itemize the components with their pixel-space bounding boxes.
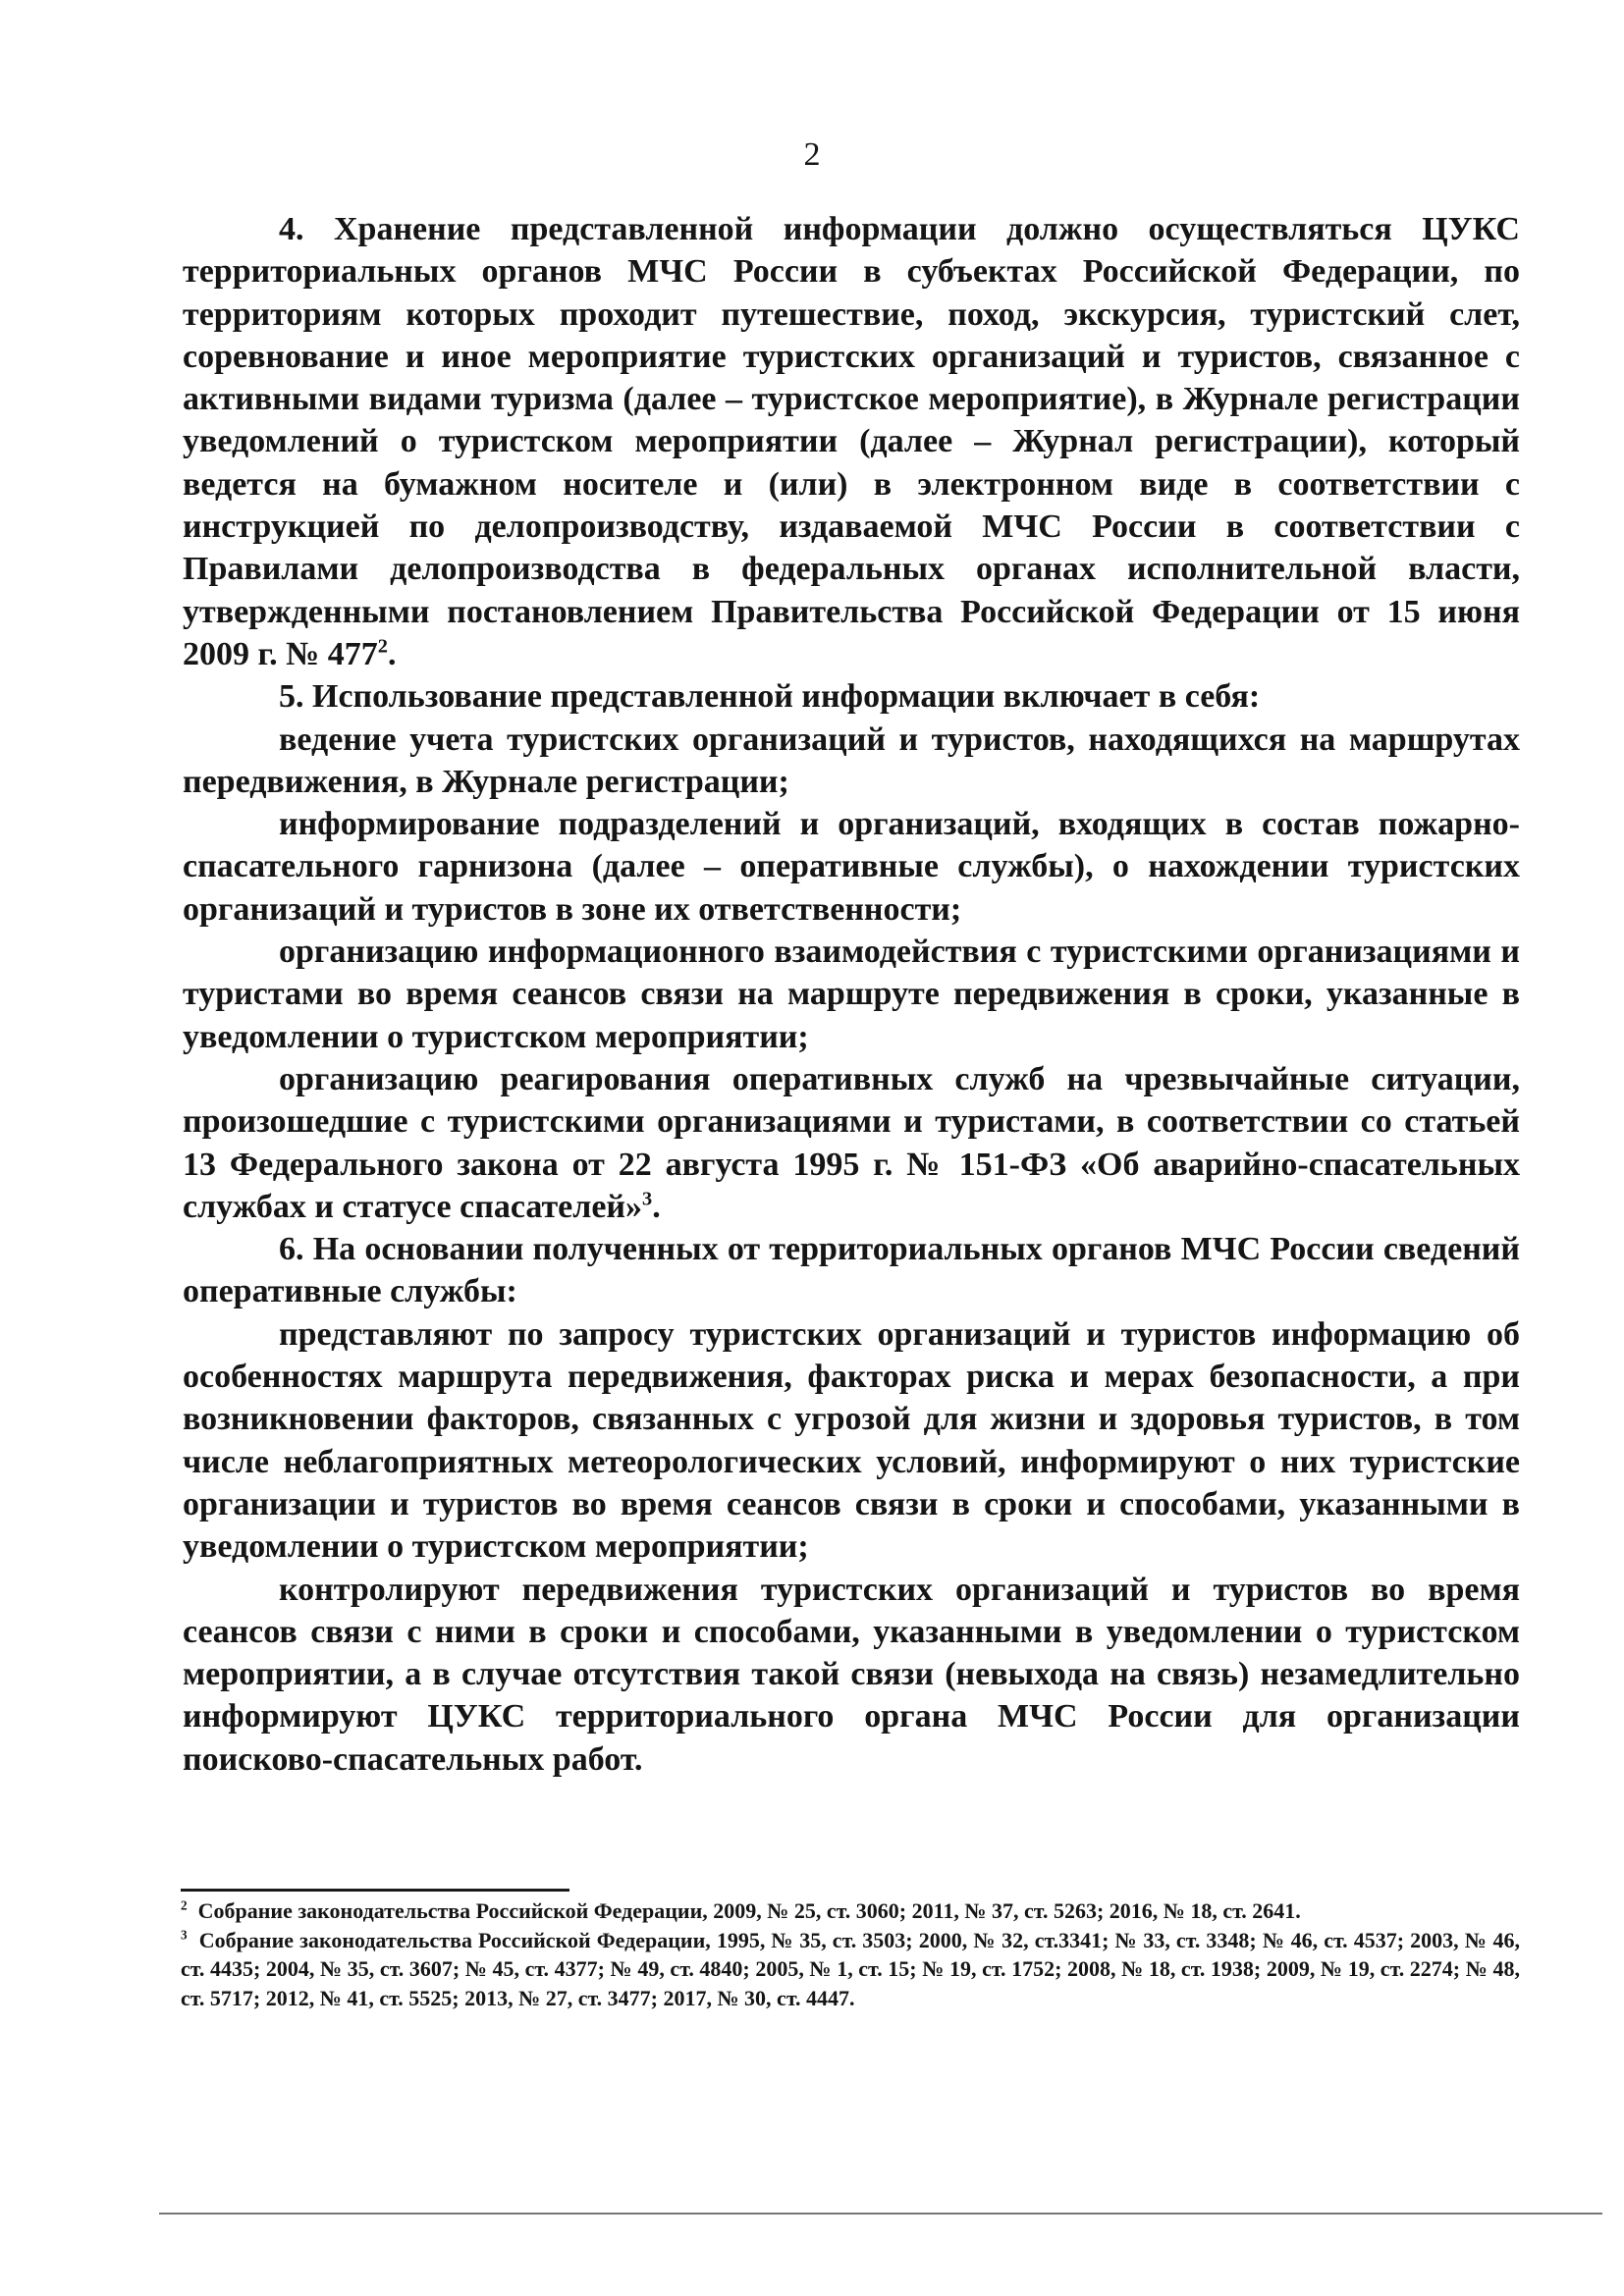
list-item [183, 1313, 1520, 1569]
paragraph-text: организацию информационного взаимодействия с туристскими организациями и туристами во время сеансов связи на маршруте передвижения в сроки, указанные в уведомлении о туристском мероприятии; [183, 934, 1520, 1055]
footnote-item [181, 1896, 1520, 1926]
list-item [183, 931, 1520, 1058]
footnote-mark: 3 [181, 1927, 188, 1943]
paragraph-text: ведение учета туристских организаций и туристов, находящихся на маршрутах передвижения, в Журнале регистрации; [183, 721, 1520, 800]
paragraph-end-punct: . [652, 1188, 661, 1225]
footnote-text: Собрание законодательства Российской Федерации, 1995, № 35, ст. 3503; 2000, № 32, ст.3341; № 33, ст. 3348; № 46, ст. 4537; 2003, № 46, ст. 4435; 2004, № 35, ст. 3607; № 45, ст. 4377; № 49, ст. 4840; 2005, № 1, ст. 15; № 19, ст. 1752; 2008, № 18, ст. 1938; 2009, № 19, ст. 2274; № 48, ст. 5717; 2012, № 41, ст. 5525; 2013, № 27, ст. 3477; 2017, № 30, ст. 4447. [181, 1927, 1521, 2010]
paragraph-text: контролируют передвижения туристских организаций и туристов во время сеансов связи с ними в сроки и способами, указанными в уведомлении о туристском мероприятии, а в случае отсутствия такой связи (невыхода на связь) незамедлительно информируют ЦУКС территориального органа МЧС России для организации поисково-спасательных работ. [183, 1571, 1520, 1778]
paragraph-text: 5. Использование представленной информации включает в себя: [279, 678, 1261, 716]
paragraph-text: 6. На основании полученных от территориальных органов МЧС России сведений оперативные службы: [183, 1231, 1520, 1310]
footnote-mark: 2 [181, 1897, 188, 1913]
paragraph-item-5 [183, 675, 1520, 718]
list-item [183, 803, 1520, 931]
document-body [183, 208, 1520, 1781]
page-number: 2 [803, 136, 821, 173]
footnote-ref-2: 2 [377, 635, 388, 658]
footnote-text: Собрание законодательства Российской Федерации, 2009, № 25, ст. 3060; 2011, № 37, ст. 5263; 2016, № 18, ст. 2641. [197, 1898, 1301, 1923]
footnotes [181, 1896, 1520, 2012]
list-item [183, 719, 1520, 804]
paragraph-text: представляют по запросу туристских организаций и туристов информацию об особенностях маршрута передвижения, факторах риска и мерах безопасности, а при возникновении факторов, связанных с угрозой для жизни и здоровья туристов, в том числе неблагоприятных метеорологических условий, информируют о них туристские организации и туристов во время сеансов связи в сроки и способами, указанными в уведомлении о туристском мероприятии; [183, 1315, 1520, 1566]
list-item [183, 1569, 1520, 1781]
footnote-item [181, 1926, 1520, 2013]
paragraph-item-4 [183, 208, 1520, 675]
paragraph-end-punct: . [387, 635, 397, 672]
footnote-separator [181, 1889, 569, 1892]
list-item [183, 1058, 1520, 1228]
paragraph-text: 4. Хранение представленной информации должно осуществляться ЦУКС территориальных органов МЧС России в субъектах Российской Федерации, по территориям которых проходит путешествие, поход, экскурсия, туристский слет, соревнование и иное мероприятие туристских организаций и туристов, связанное с активными видами туризма (далее – туристское мероприятие), в Журнале регистрации уведомлений о туристском мероприятии (далее – Журнал регистрации), который ведется на бумажном носителе и (или) в электронном виде в соответствии с инструкцией по делопроизводству, издаваемой МЧС России в соответствии с Правилами делопроизводства в федеральных органах исполнительной власти, утвержденными постановлением Правительства Российской Федерации от 15 июня 2009 г. № 477 [183, 211, 1520, 672]
paragraph-text: информирование подразделений и организаций, входящих в состав пожарно-спасательного гарнизона (далее – оперативные службы), о нахождении туристских организаций и туристов в зоне их ответственности; [183, 806, 1520, 928]
page-bottom-edge-line [159, 2213, 1602, 2215]
paragraph-text: организацию реагирования оперативных служб на чрезвычайные ситуации, произошедшие с туристскими организациями и туристами, в соответствии со статьей 13 Федерального закона от 22 августа 1995 г. № 151-ФЗ «Об аварийно-спасательных службах и статусе спасателей» [183, 1060, 1520, 1225]
paragraph-item-6 [183, 1228, 1520, 1313]
footnote-ref-3: 3 [642, 1188, 653, 1210]
